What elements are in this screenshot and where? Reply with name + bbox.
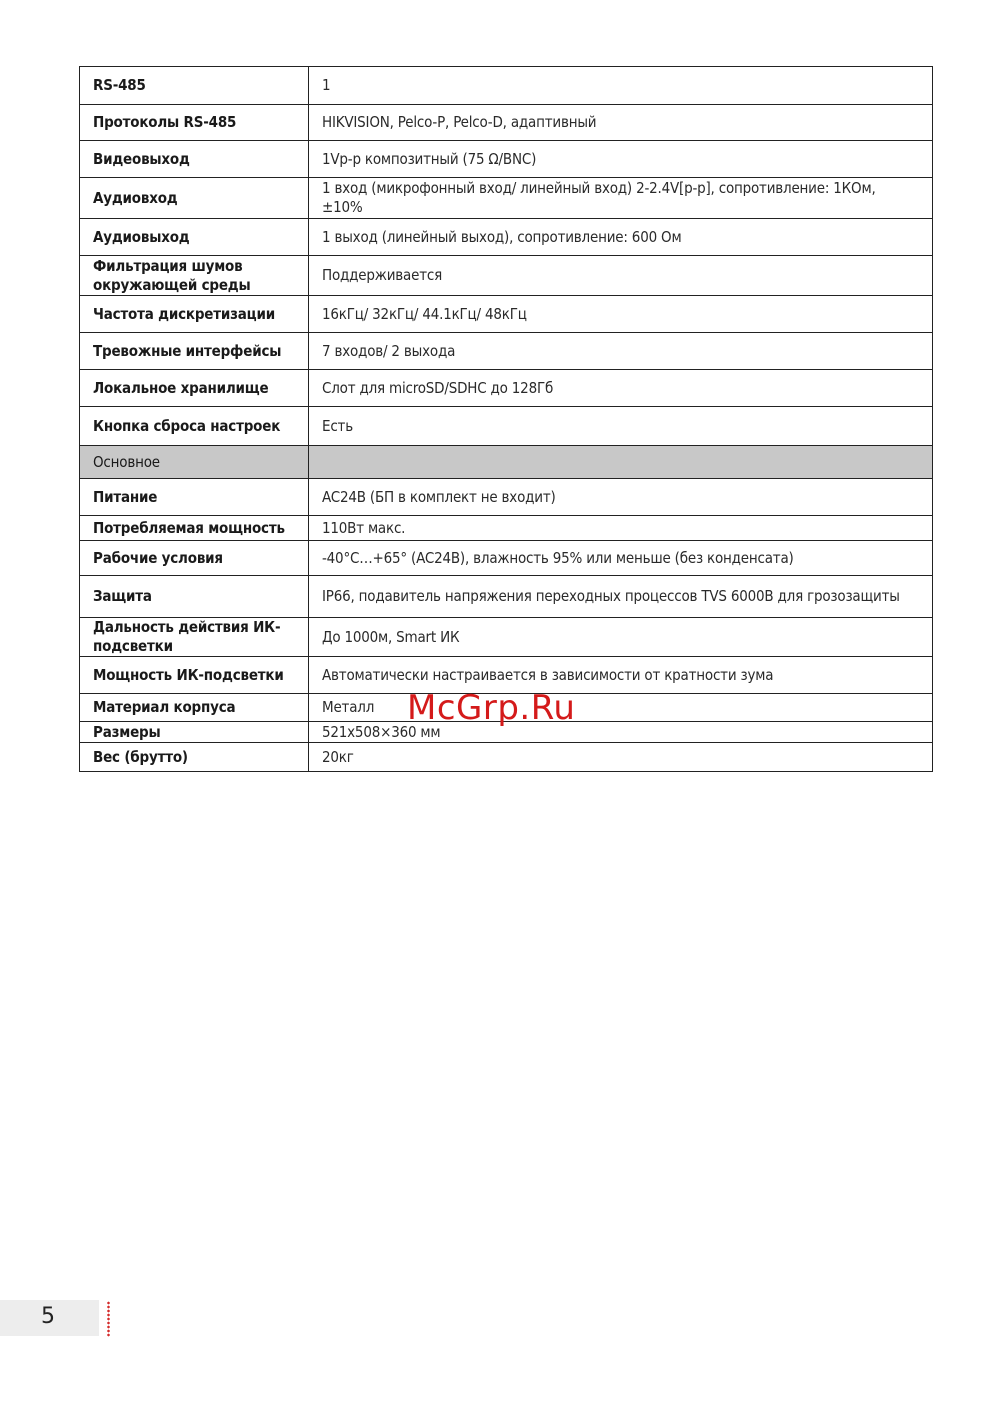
spec-value: 1 выход (линейный выход), сопротивление: 600 Ом — [309, 219, 933, 256]
spec-label: Видеовыход — [80, 141, 309, 178]
spec-label: Аудиовход — [80, 178, 309, 219]
spec-row — [80, 370, 933, 407]
spec-value: 7 входов/ 2 выхода — [309, 333, 933, 370]
spec-table-body — [80, 67, 933, 772]
spec-row — [80, 333, 933, 370]
spec-value: AC24В (БП в комплект не входит) — [309, 479, 933, 516]
spec-value: Слот для microSD/SDHC до 128Гб — [309, 370, 933, 407]
spec-value: HIKVISION, Pelco-P, Pelco-D, адаптивный — [309, 105, 933, 141]
spec-row — [80, 296, 933, 333]
spec-value: IP66, подавитель напряжения переходных процессов TVS 6000В для грозозащиты — [309, 576, 933, 618]
spec-label: Материал корпуса — [80, 694, 309, 722]
dotted-divider — [107, 1301, 110, 1337]
spec-label: Рабочие условия — [80, 541, 309, 576]
spec-row — [80, 219, 933, 256]
spec-value: 521x508×360 мм — [309, 722, 933, 743]
spec-row — [80, 67, 933, 105]
spec-value: Есть — [309, 407, 933, 446]
spec-label: Питание — [80, 479, 309, 516]
spec-label: Частота дискретизации — [80, 296, 309, 333]
spec-value: 1Vp-p композитный (75 Ω/BNC) — [309, 141, 933, 178]
spec-label: Локальное хранилище — [80, 370, 309, 407]
spec-value: -40°C…+65° (AC24В), влажность 95% или меньше (без конденсата) — [309, 541, 933, 576]
spec-label: RS-485 — [80, 67, 309, 105]
spec-label: Аудиовыход — [80, 219, 309, 256]
spec-table — [79, 66, 933, 772]
spec-row — [80, 105, 933, 141]
spec-row — [80, 178, 933, 219]
spec-value: 1 — [309, 67, 933, 105]
spec-row — [80, 541, 933, 576]
section-value-empty — [309, 446, 933, 479]
watermark-text: McGrp.Ru — [407, 688, 576, 728]
page-number: 5 — [41, 1304, 55, 1329]
spec-label: Дальность действия ИК-подсветки — [80, 618, 309, 657]
spec-label: Тревожные интерфейсы — [80, 333, 309, 370]
section-header-row — [80, 446, 933, 479]
spec-label: Кнопка сброса настроек — [80, 407, 309, 446]
spec-label: Протоколы RS-485 — [80, 105, 309, 141]
spec-row — [80, 618, 933, 657]
spec-row — [80, 141, 933, 178]
spec-value: 110Вт макс. — [309, 516, 933, 541]
spec-value: До 1000м, Smart ИК — [309, 618, 933, 657]
section-title: Основное — [80, 446, 309, 479]
spec-value: Металл — [309, 694, 933, 722]
spec-value: 1 вход (микрофонный вход/ линейный вход) 2-2.4V[p-p], сопротивление: 1КОм, ±10% — [309, 178, 933, 219]
spec-value: 20кг — [309, 743, 933, 772]
spec-label: Потребляемая мощность — [80, 516, 309, 541]
spec-label: Защита — [80, 576, 309, 618]
spec-label: Мощность ИК-подсветки — [80, 657, 309, 694]
spec-label: Фильтрация шумов окружающей среды — [80, 256, 309, 296]
spec-value: Поддерживается — [309, 256, 933, 296]
spec-value: 16кГц/ 32кГц/ 44.1кГц/ 48кГц — [309, 296, 933, 333]
spec-row — [80, 479, 933, 516]
spec-row — [80, 516, 933, 541]
spec-row — [80, 256, 933, 296]
spec-row — [80, 743, 933, 772]
spec-row — [80, 576, 933, 618]
spec-value: Автоматически настраивается в зависимости от кратности зума — [309, 657, 933, 694]
spec-label: Размеры — [80, 722, 309, 743]
spec-label: Вес (брутто) — [80, 743, 309, 772]
spec-row — [80, 407, 933, 446]
